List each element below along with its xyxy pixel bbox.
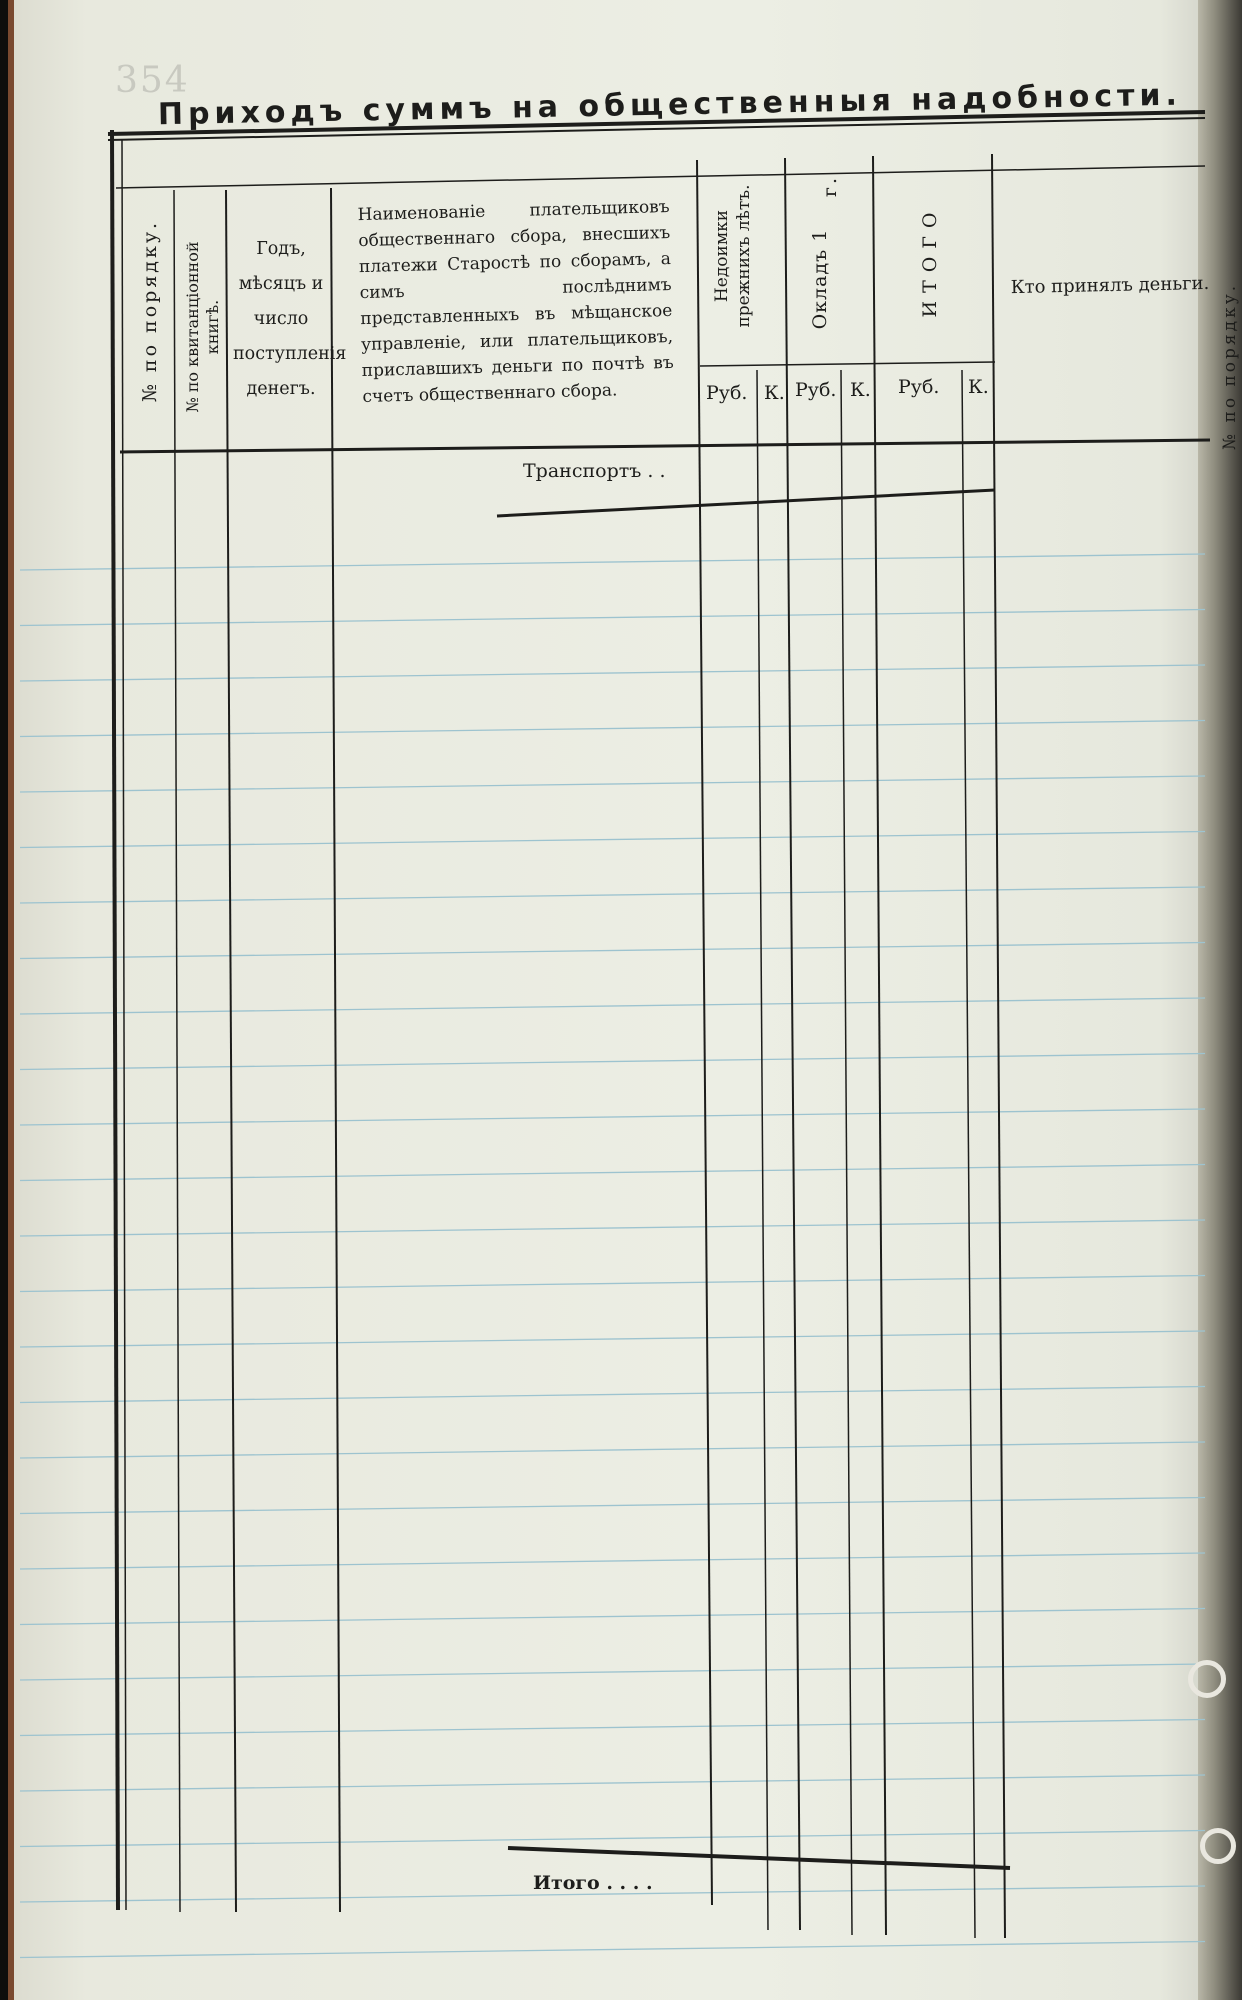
header-date-received: Годъ, мѣсяцъ и число поступленія денегъ.	[233, 239, 347, 399]
header-seq-no: № по порядку.	[139, 219, 161, 403]
header-received-by: Кто принялъ деньги.	[1010, 272, 1210, 299]
ruled-line	[20, 1331, 1205, 1347]
total-row: Итого . . . .	[533, 1872, 653, 1894]
ruled-line	[20, 1609, 1205, 1625]
blue-ruled-lines	[20, 554, 1205, 1958]
ruled-line	[20, 832, 1205, 848]
header-arrears-kop: К.	[764, 382, 785, 404]
ruled-line	[20, 776, 1205, 792]
ruled-line	[20, 1942, 1205, 1958]
binding-cord-ring	[1200, 1828, 1236, 1864]
header-salary-rub: Руб.	[795, 379, 837, 401]
ruled-line	[20, 610, 1205, 626]
carried-forward-row: Транспортъ . .	[523, 460, 666, 482]
ruled-line	[20, 1109, 1205, 1125]
header-total-kop: К.	[968, 376, 989, 398]
ruled-line	[20, 1831, 1205, 1847]
header-total: ИТОГО	[919, 204, 941, 318]
header-total-rub: Руб.	[898, 376, 940, 398]
ruled-line	[20, 998, 1205, 1014]
ruled-line	[20, 1664, 1205, 1680]
header-salary: Окладъ 1	[809, 228, 831, 330]
facing-page-seq-header: № по порядку.	[1220, 282, 1240, 450]
ruled-line	[20, 665, 1205, 681]
ruled-line	[20, 887, 1205, 903]
ruled-line	[20, 1054, 1205, 1070]
binding-cord-ring	[1188, 1660, 1226, 1698]
ruled-line	[20, 1387, 1205, 1403]
ruled-line	[20, 1775, 1205, 1791]
ruled-line	[20, 1553, 1205, 1569]
header-salary-kop: К.	[850, 379, 871, 401]
ruled-line	[20, 1276, 1205, 1292]
ruled-line	[20, 1165, 1205, 1181]
ruled-line	[20, 1442, 1205, 1458]
page-title: Приходъ суммъ на общественныя надобности.	[157, 77, 1183, 133]
header-arrears-rub: Руб.	[706, 382, 748, 404]
header-arrears: Недоимки прежнихъ лѣтъ.	[712, 184, 754, 328]
header-receipt-book-no: № по квитанціонной книгѣ.	[183, 241, 222, 413]
faded-page-number: 354	[115, 60, 190, 101]
ruled-line	[20, 721, 1205, 737]
header-salary-year-suffix: г.	[819, 175, 841, 197]
header-payer-names: Наименованіе плательщиковъ общественнаго сбора, внесшихъ платежи Старостѣ по сборамъ, а симъ послѣднимъ представленныхъ въ мѣщанское управленіе, или плательщиковъ, приславшихъ деньги по почтѣ въ счетъ общественнаго сбора.	[357, 196, 674, 408]
ruled-line	[20, 1720, 1205, 1736]
ruled-line	[20, 1498, 1205, 1514]
ruled-line	[20, 554, 1205, 570]
ruled-line	[20, 1220, 1205, 1236]
ruled-line	[20, 943, 1205, 959]
